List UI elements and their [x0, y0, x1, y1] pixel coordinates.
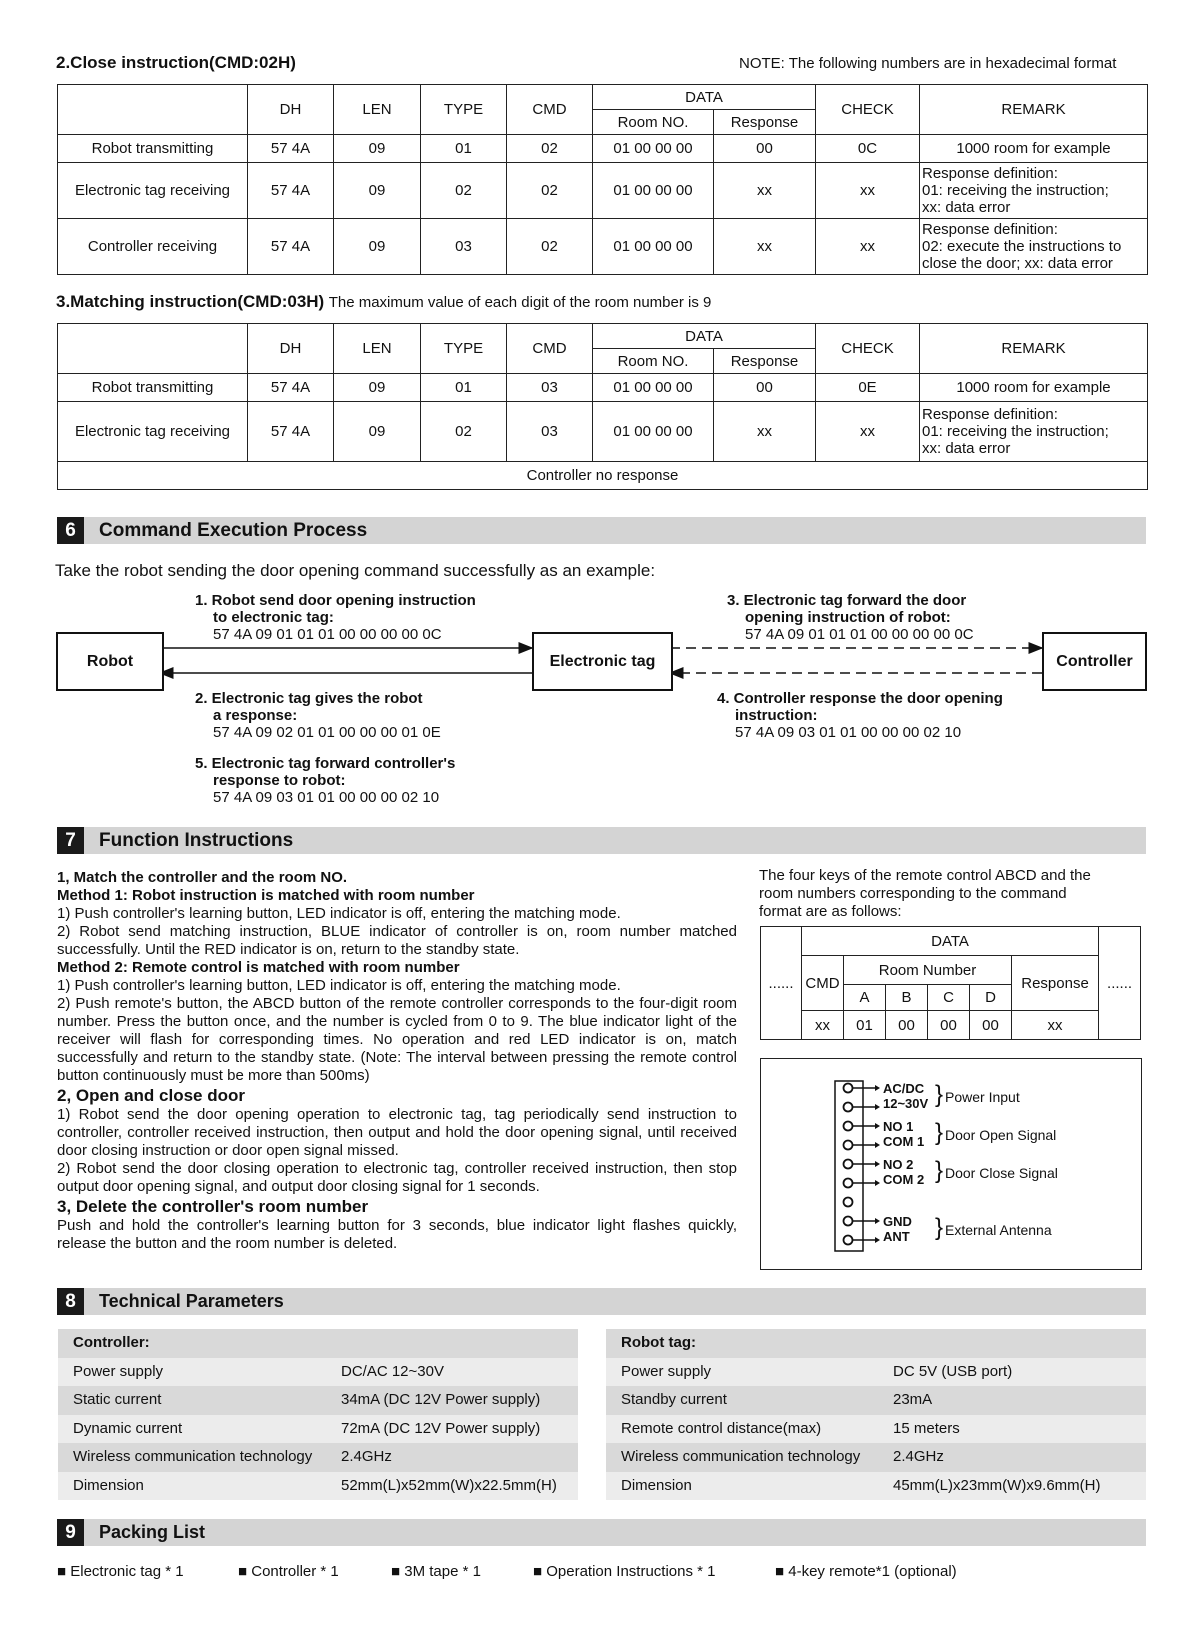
header-dh: DH — [248, 324, 334, 374]
paragraph: 2) Push remote's button, the ABCD button of the remote controller corresponds to the four-digit room number. Press the button once, and the number is cycled from 0 to 9. The blue indicator light of the receiver will flash for corresponding times. No operation and red LED indicator is on, match successfully and return to the standby state. (Note: The interval between pressing the remote control button continuously must be more than 500ms) — [57, 995, 737, 1084]
remark-line: xx: data error — [922, 199, 1011, 216]
param-row — [58, 1358, 578, 1387]
keys-header-room-number: Room Number — [844, 956, 1012, 985]
cell-check: 0C — [816, 135, 920, 163]
header-response: Response — [714, 349, 816, 374]
param-value: 72mA (DC 12V Power supply) — [341, 1419, 541, 1437]
header-data: DATA — [593, 324, 816, 349]
subheading: 3, Delete the controller's room number — [57, 1197, 369, 1216]
paragraph: 2) Robot send the door closing operation to electronic tag, controller received instruction, then stop output door opening signal, and output door closing signal for 1 seconds. — [57, 1160, 737, 1195]
param-row — [58, 1472, 578, 1501]
matching-instruction-title: 3.Matching instruction(CMD:03H) — [56, 292, 325, 311]
section-title: Packing List — [99, 1522, 206, 1542]
param-row — [58, 1415, 578, 1444]
table-row — [58, 135, 1148, 163]
electronic-tag-box: Electronic tag — [532, 632, 673, 691]
cmd-value: xx — [802, 1011, 844, 1040]
param-key: Power supply — [621, 1362, 712, 1380]
row-label: Controller receiving — [58, 219, 248, 275]
param-value: 2.4GHz — [341, 1448, 392, 1465]
pin-label: AC/DC — [883, 1081, 925, 1096]
packing-item — [775, 1563, 957, 1580]
section-number: 6 — [57, 517, 84, 544]
cell-room: 01 00 00 00 — [593, 402, 714, 462]
step-code: 57 4A 09 01 01 01 00 00 00 00 0C — [745, 626, 974, 643]
bullet-icon: ■ — [391, 1563, 405, 1580]
keys-header-data: DATA — [802, 927, 1099, 956]
terminal-diagram — [760, 1058, 1142, 1270]
cell-response: xx — [714, 219, 816, 275]
remark-line: Response definition: — [922, 406, 1058, 423]
paragraph: 2) Robot send matching instruction, BLUE indicator of controller is on, room number matched successfully. Until the RED indicator is on, return to the standby state. — [57, 923, 737, 958]
method-title: Method 2: Remote control is matched with room number — [57, 959, 460, 976]
step-code: 57 4A 09 03 01 01 00 00 00 02 10 — [735, 724, 962, 741]
param-value: 45mm(L)x23mm(W)x9.6mm(H) — [893, 1476, 1101, 1494]
param-key: Dimension — [73, 1476, 144, 1494]
param-key: Wireless communication technology — [621, 1448, 861, 1465]
header-room: Room NO. — [593, 110, 714, 135]
function-instructions — [57, 869, 737, 1253]
cell-check: xx — [816, 163, 920, 219]
step-4 — [717, 690, 1003, 741]
cell-len: 09 — [334, 135, 421, 163]
table-row — [58, 219, 1148, 275]
param-row — [606, 1443, 1146, 1472]
param-value: DC 5V (USB port) — [893, 1362, 1013, 1380]
matching-instruction-note: The maximum value of each digit of the room number is 9 — [328, 294, 712, 311]
corner-cell — [58, 324, 248, 374]
param-value: 23mA — [893, 1391, 933, 1408]
param-value: 2.4GHz — [893, 1448, 944, 1465]
param-value: 34mA (DC 12V Power supply) — [341, 1391, 541, 1408]
cell-cmd: 02 — [507, 219, 593, 275]
key-c-value: 00 — [928, 1011, 970, 1040]
process-intro: Take the robot sending the door opening command successfully as an example: — [55, 561, 656, 580]
bullet-icon: ■ — [533, 1563, 547, 1580]
matching-instruction-heading — [56, 292, 711, 312]
matching-instruction-table — [57, 323, 1148, 490]
header-dh: DH — [248, 85, 334, 135]
step-text: a response: — [213, 707, 298, 724]
cell-cmd: 03 — [507, 374, 593, 402]
table-row — [58, 163, 1148, 219]
section-6-header — [57, 517, 1146, 544]
hex-note: NOTE: The following numbers are in hexadecimal format — [739, 55, 1117, 72]
cell-response: 00 — [714, 374, 816, 402]
cell-dh: 57 4A — [248, 135, 334, 163]
packing-item — [57, 1563, 184, 1580]
cell-dh: 57 4A — [248, 163, 334, 219]
param-value: 52mm(L)x52mm(W)x22.5mm(H) — [341, 1476, 557, 1494]
subheading: 2, Open and close door — [57, 1086, 245, 1105]
cell-room: 01 00 00 00 — [593, 219, 714, 275]
packing-item-label: 3M tape * 1 — [404, 1563, 481, 1580]
cell-cmd: 02 — [507, 135, 593, 163]
cell-remark — [920, 402, 1148, 462]
paragraph: 1) Robot send the door opening operation to electronic tag, tag periodically send instruction to controller, controller received instruction, then output and hold the door opening signal, until received door closing instruction or door open signal missed. — [57, 1106, 737, 1159]
remark-line: 01: receiving the instruction; — [922, 182, 1109, 199]
controller-no-response: Controller no response — [58, 462, 1148, 490]
header-room: Room NO. — [593, 349, 714, 374]
key-d-value: 00 — [970, 1011, 1012, 1040]
packing-item — [238, 1563, 339, 1580]
param-key: Static current — [73, 1391, 162, 1408]
param-row — [606, 1358, 1146, 1387]
cell-type: 01 — [421, 374, 507, 402]
cell-check: xx — [816, 219, 920, 275]
pin-label: NO 2 — [883, 1157, 914, 1172]
brace-icon: } — [935, 1081, 944, 1108]
controller-box: Controller — [1042, 632, 1147, 691]
header-type: TYPE — [421, 324, 507, 374]
param-row — [606, 1472, 1146, 1501]
paragraph: 1) Push controller's learning button, LED indicator is off, entering the matching mode. — [57, 977, 621, 994]
param-key: Power supply — [73, 1362, 164, 1380]
remark-line: 01: receiving the instruction; — [922, 423, 1109, 440]
section-number: 9 — [57, 1519, 84, 1546]
header-data: DATA — [593, 85, 816, 110]
dots-cell: ...... — [761, 927, 802, 1040]
group-label: Power Input — [945, 1089, 1020, 1105]
header-len: LEN — [334, 85, 421, 135]
bullet-icon: ■ — [238, 1563, 252, 1580]
key-c-label: C — [928, 985, 970, 1011]
cell-len: 09 — [334, 374, 421, 402]
header-cmd: CMD — [507, 85, 593, 135]
header-remark: REMARK — [920, 85, 1148, 135]
brace-icon: } — [935, 1157, 944, 1184]
keys-intro-line: format are as follows: — [759, 903, 902, 920]
close-instruction-table — [57, 84, 1148, 275]
key-d-label: D — [970, 985, 1012, 1011]
param-value: DC/AC 12~30V — [341, 1362, 444, 1380]
packing-item-label: Operation Instructions * 1 — [546, 1563, 716, 1580]
paragraph: Push and hold the controller's learning button for 3 seconds, blue indicator light flashes quickly, release the button and the room number is deleted. — [57, 1217, 737, 1252]
cell-response: 00 — [714, 135, 816, 163]
bullet-icon: ■ — [57, 1563, 71, 1580]
param-row — [58, 1443, 578, 1472]
section-title: Function Instructions — [99, 830, 294, 851]
subheading: 1, Match the controller and the room NO. — [57, 869, 348, 886]
cell-remark: 1000 room for example — [920, 135, 1148, 163]
header-len: LEN — [334, 324, 421, 374]
brace-icon: } — [935, 1119, 944, 1146]
method-title: Method 1: Robot instruction is matched with room number — [57, 887, 475, 904]
cell-remark: 1000 room for example — [920, 374, 1148, 402]
row-label: Electronic tag receiving — [58, 402, 248, 462]
param-key: Remote control distance(max) — [621, 1419, 822, 1437]
remark-line: xx: data error — [922, 440, 1011, 457]
params-title: Robot tag: — [621, 1334, 696, 1351]
cell-type: 01 — [421, 135, 507, 163]
packing-item-label: Controller * 1 — [251, 1563, 339, 1580]
pin-label: GND — [883, 1214, 912, 1229]
dots-cell: ...... — [1099, 927, 1141, 1040]
keys-intro-line: room numbers corresponding to the command — [759, 885, 1067, 902]
group-label: External Antenna — [945, 1222, 1052, 1238]
step-text: opening instruction of robot: — [745, 609, 951, 626]
params-title: Controller: — [73, 1334, 150, 1351]
cell-dh: 57 4A — [248, 402, 334, 462]
key-b-value: 00 — [886, 1011, 928, 1040]
param-key: Standby current — [621, 1391, 727, 1408]
key-b-label: B — [886, 985, 928, 1011]
cell-dh: 57 4A — [248, 219, 334, 275]
param-row — [58, 1386, 578, 1415]
cell-response: xx — [714, 402, 816, 462]
header-check: CHECK — [816, 85, 920, 135]
pin-label: NO 1 — [883, 1119, 914, 1134]
step-text: instruction: — [735, 707, 818, 724]
section-8-header — [57, 1288, 1146, 1315]
step-code: 57 4A 09 01 01 01 00 00 00 00 0C — [213, 626, 442, 643]
remote-keys-table — [760, 926, 1141, 1040]
keys-header-cmd: CMD — [802, 956, 844, 1011]
pin-label: 12~30V — [883, 1096, 929, 1111]
row-label: Electronic tag receiving — [58, 163, 248, 219]
key-a-label: A — [844, 985, 886, 1011]
robot-tag-params — [606, 1329, 1146, 1500]
param-key: Dynamic current — [73, 1419, 183, 1437]
bullet-icon: ■ — [775, 1563, 789, 1580]
cell-type: 02 — [421, 402, 507, 462]
keys-intro-line: The four keys of the remote control ABCD and the — [759, 867, 1091, 884]
cell-len: 09 — [334, 402, 421, 462]
paragraph: 1) Push controller's learning button, LED indicator is off, entering the matching mode. — [57, 905, 621, 922]
header-type: TYPE — [421, 85, 507, 135]
controller-params — [58, 1329, 578, 1500]
section-title: Technical Parameters — [99, 1291, 284, 1311]
response-value: xx — [1012, 1011, 1099, 1040]
table-row — [58, 374, 1148, 402]
section-title: Command Execution Process — [99, 520, 368, 541]
cell-type: 03 — [421, 219, 507, 275]
step-text: to electronic tag: — [213, 609, 334, 626]
robot-box: Robot — [56, 632, 164, 691]
step-text: 1. Robot send door opening instruction — [195, 592, 476, 609]
cell-len: 09 — [334, 163, 421, 219]
cell-cmd: 02 — [507, 163, 593, 219]
cell-check: xx — [816, 402, 920, 462]
cell-room: 01 00 00 00 — [593, 135, 714, 163]
cell-response: xx — [714, 163, 816, 219]
cell-room: 01 00 00 00 — [593, 163, 714, 219]
pin-label: COM 2 — [883, 1172, 925, 1187]
remark-line: Response definition: — [922, 165, 1058, 182]
cell-type: 02 — [421, 163, 507, 219]
step-5 — [195, 755, 455, 806]
cell-cmd: 03 — [507, 402, 593, 462]
section-9-header — [57, 1519, 1146, 1546]
cell-room: 01 00 00 00 — [593, 374, 714, 402]
pin-label: ANT — [883, 1229, 910, 1244]
packing-item — [533, 1563, 716, 1580]
header-remark: REMARK — [920, 324, 1148, 374]
step-code: 57 4A 09 03 01 01 00 00 00 02 10 — [213, 789, 440, 806]
remark-line: 02: execute the instructions to — [922, 238, 1122, 255]
step-text: 4. Controller response the door opening — [717, 690, 1003, 707]
param-row — [606, 1386, 1146, 1415]
step-text: 5. Electronic tag forward controller's — [195, 755, 456, 772]
packing-item-label: Electronic tag * 1 — [70, 1563, 184, 1580]
param-key: Dimension — [621, 1476, 692, 1494]
group-label: Door Open Signal — [945, 1127, 1057, 1143]
param-value: 15 meters — [893, 1419, 960, 1437]
step-code: 57 4A 09 02 01 01 00 00 00 01 0E — [213, 724, 441, 741]
param-row — [606, 1415, 1146, 1444]
step-2 — [195, 690, 441, 741]
param-key: Wireless communication technology — [73, 1448, 313, 1465]
section-7-header — [57, 827, 1146, 854]
group-label: Door Close Signal — [945, 1165, 1058, 1181]
section-number: 8 — [57, 1288, 84, 1315]
keys-intro — [759, 867, 1091, 921]
cell-dh: 57 4A — [248, 374, 334, 402]
header-response: Response — [714, 110, 816, 135]
cell-len: 09 — [334, 219, 421, 275]
row-label: Robot transmitting — [58, 374, 248, 402]
pin-label: COM 1 — [883, 1134, 925, 1149]
keys-header-response: Response — [1012, 956, 1099, 1011]
table-row — [58, 402, 1148, 462]
step-text: 3. Electronic tag forward the door — [727, 592, 967, 609]
cell-remark — [920, 163, 1148, 219]
row-label: Robot transmitting — [58, 135, 248, 163]
close-instruction-title: 2.Close instruction(CMD:02H) — [56, 53, 296, 72]
header-cmd: CMD — [507, 324, 593, 374]
brace-icon: } — [935, 1214, 944, 1241]
step-text: 2. Electronic tag gives the robot — [195, 690, 423, 707]
header-check: CHECK — [816, 324, 920, 374]
cell-check: 0E — [816, 374, 920, 402]
packing-item — [391, 1563, 481, 1580]
remark-line: Response definition: — [922, 221, 1058, 238]
corner-cell — [58, 85, 248, 135]
section-number: 7 — [57, 827, 84, 854]
step-text: response to robot: — [213, 772, 346, 789]
cell-remark — [920, 219, 1148, 275]
key-a-value: 01 — [844, 1011, 886, 1040]
remark-line: close the door; xx: data error — [922, 255, 1113, 272]
packing-item-label: 4-key remote*1 (optional) — [788, 1563, 957, 1580]
